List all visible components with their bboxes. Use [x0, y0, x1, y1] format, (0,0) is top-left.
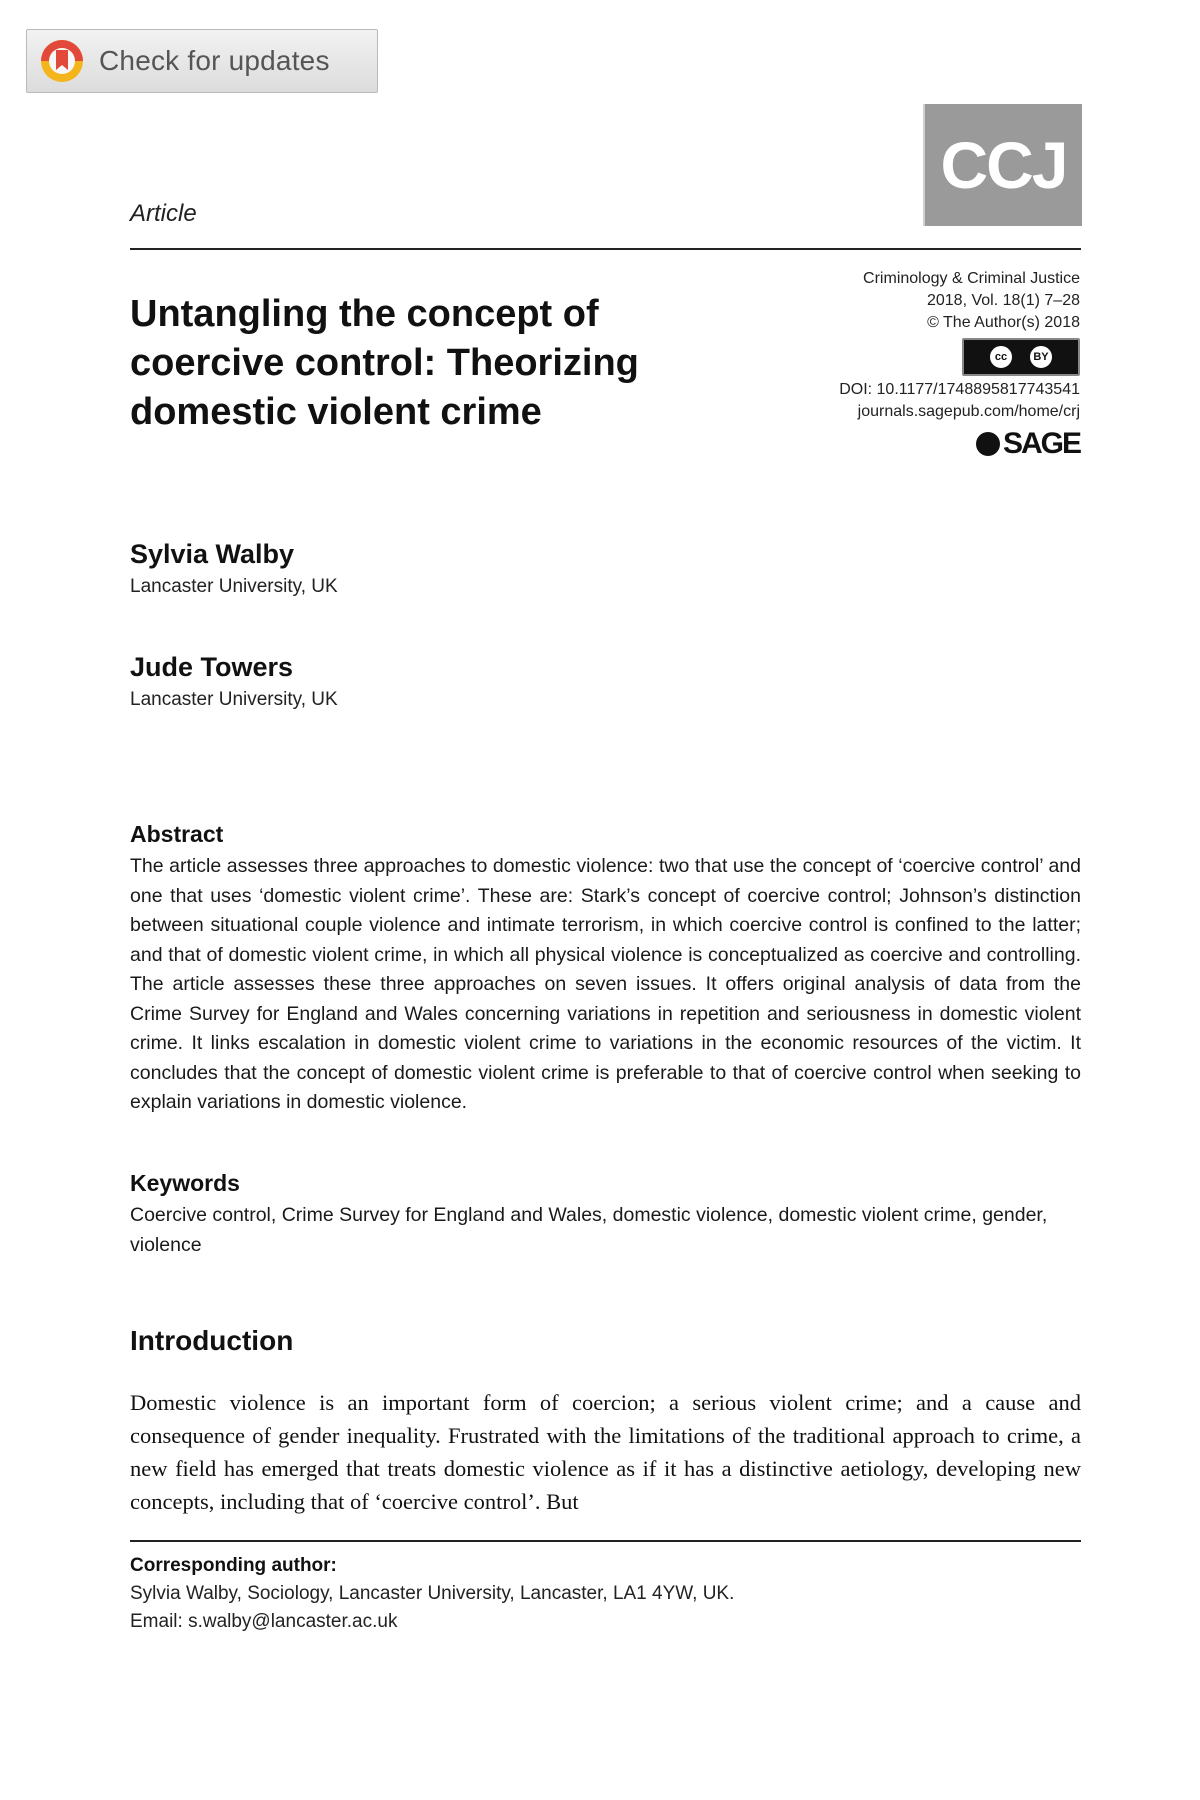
author-name: Jude Towers: [130, 652, 294, 682]
corresponding-author-heading: Corresponding author:: [130, 1555, 337, 1576]
journal-url-link[interactable]: journals.sagepub.com/home/crj: [857, 403, 1080, 420]
abstract-heading: Abstract: [130, 821, 224, 847]
corresponding-author-email[interactable]: Email: s.walby@lancaster.ac.uk: [130, 1611, 398, 1632]
introduction-text: Domestic violence is an important form of coercion; a serious violent crime; and a cause and consequence of gender inequality. Frustrated with the limitations of the traditional approach to crime, a new field has emerged that treats domestic violence as if it has a distinctive aetiology, developing new concepts, including that of ‘coercive control’. But: [130, 1390, 1081, 1514]
doi-link[interactable]: DOI: 10.1177/1748895817743541: [839, 381, 1080, 398]
check-for-updates-icon: [37, 36, 87, 86]
sage-logo: [976, 427, 1080, 461]
header-divider: [130, 248, 1081, 250]
journal-meta: [780, 268, 1080, 463]
journal-name: Criminology & Criminal Justice: [863, 270, 1080, 287]
corresponding-author-address: Sylvia Walby, Sociology, Lancaster University, Lancaster, LA1 4YW, UK.: [130, 1583, 735, 1604]
abstract-text: The article assesses three approaches to domestic violence: two that use the concept of ‘coercive control’ and one that uses ‘domestic violent crime’. These are: Stark’s concept of coercive control; Johnson’s distinction between situational couple violence and intimate terrorism, in which coercive control is confined to the latter; and that of domestic violent crime, in which all physical violence is conceptualized as coercive and controlling. The article assesses these three approaches on seven issues. It offers original analysis of data from the Crime Survey for England and Wales concerning variations in repetition and seriousness in domestic violent crime. It links escalation in domestic violent crime to variations in the economic resources of the victim. It concludes that the concept of domestic violent crime is preferable to that of coercive control when seeking to explain variations in domestic violence.: [130, 855, 1081, 1113]
sage-logo-mark: [976, 432, 1000, 456]
sage-logo-text: SAGE: [1002, 427, 1080, 460]
keywords-heading: Keywords: [130, 1170, 240, 1196]
author-affiliation: Lancaster University, UK: [130, 689, 338, 710]
footnote-divider: [130, 1540, 1081, 1542]
keywords-text: Coercive control, Crime Survey for England and Wales, domestic violence, domestic violent crime, gender, violence: [130, 1204, 1048, 1256]
copyright: © The Author(s) 2018: [927, 314, 1080, 331]
article-title: Untangling the concept of coercive control: Theorizing domestic violent crime: [130, 293, 639, 433]
check-for-updates-button[interactable]: [26, 29, 378, 93]
author-affiliation: Lancaster University, UK: [130, 576, 338, 597]
journal-logo: CCJ: [923, 104, 1082, 226]
check-for-updates-label: Check for updates: [99, 45, 330, 76]
author-name: Sylvia Walby: [130, 539, 295, 569]
introduction-heading: Introduction: [130, 1325, 294, 1356]
creative-commons-by-icon[interactable]: [962, 338, 1080, 376]
journal-volume: 2018, Vol. 18(1) 7–28: [926, 292, 1080, 309]
cc-icon: cc: [988, 344, 1014, 370]
article-type: Article: [130, 200, 197, 227]
by-icon: BY: [1028, 344, 1054, 370]
